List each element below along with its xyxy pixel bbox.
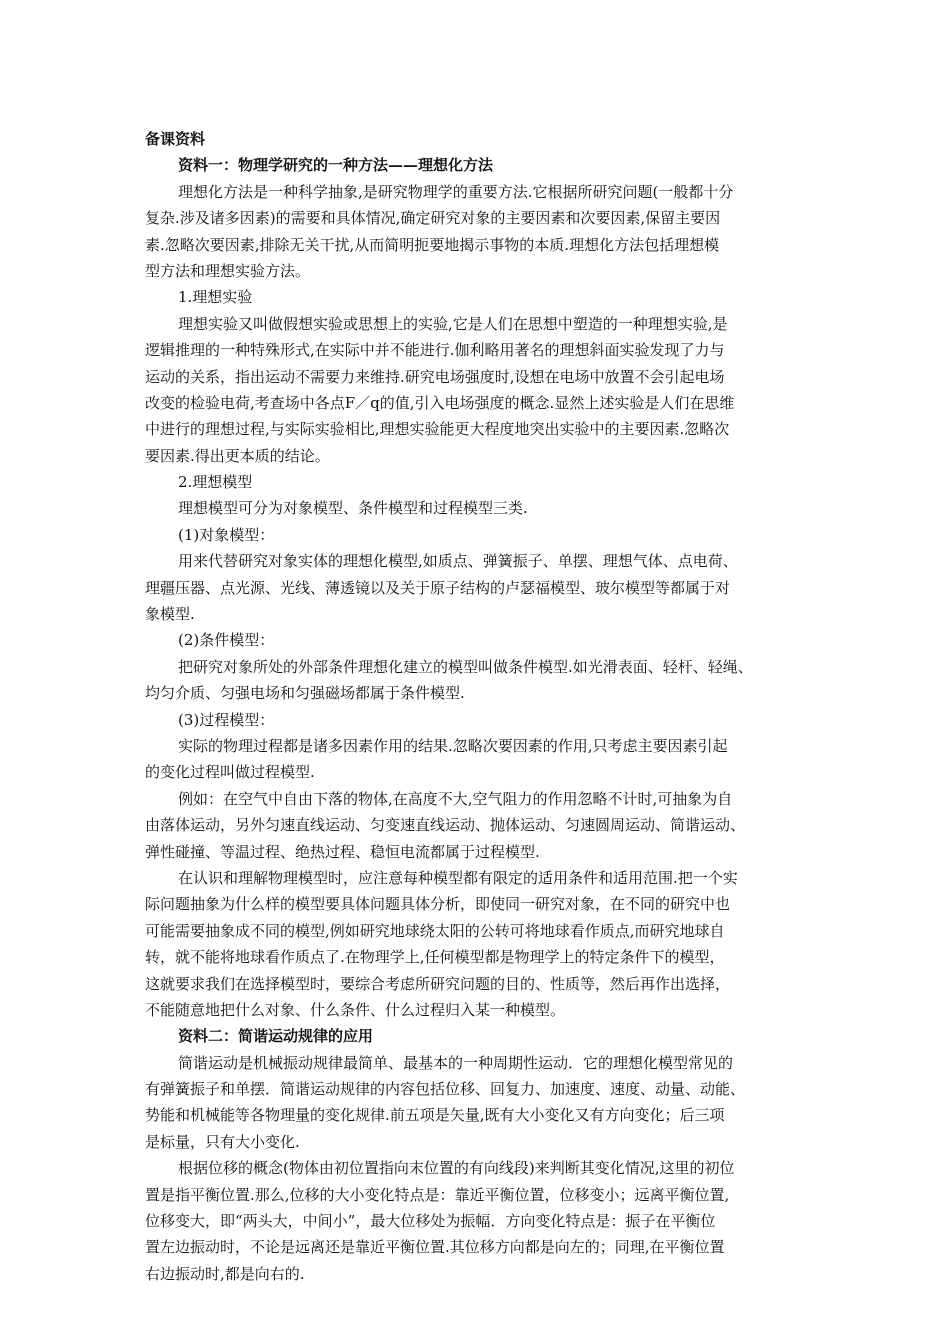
text-line: (1)对象模型：	[178, 525, 275, 544]
text-line: 例如：在空气中自由下落的物体,在高度不大,空气阻力的作用忽略不计时,可抽象为自	[178, 789, 733, 808]
text-line: 理疆压器、点光源、光线、薄透镜以及关于原子结构的卢瑟福模型、玻尔模型等都属于对	[145, 578, 731, 597]
text-line: (2)条件模型：	[178, 631, 275, 650]
text-line: 不能随意地把什么对象、什么条件、什么过程归入某一种模型。	[145, 1000, 566, 1019]
text-line: 右边振动时,都是向右的.	[145, 1264, 305, 1283]
text-line: 改变的检验电荷,考查场中各点F／q的值,引入电场强度的概念.显然上述实验是人们在思维	[145, 393, 735, 412]
section-heading: 资料一：物理学研究的一种方法——理想化方法	[178, 156, 494, 175]
text-line: 置是指平衡位置.那么,位移的大小变化特点是：靠近平衡位置，位移变小；远离平衡位置,	[145, 1185, 730, 1204]
text-line: 型方法和理想实验方法。	[145, 261, 311, 280]
text-line: 势能和机械能等各物理量的变化规律.前五项是矢量,既有大小变化又有方向变化；后三项	[145, 1106, 725, 1125]
text-line: 由落体运动，另外匀速直线运动、匀变速直线运动、抛体运动、匀速圆周运动、简谐运动、	[145, 816, 746, 835]
text-line: 复杂.涉及诸多因素)的需要和具体情况,确定研究对象的主要因素和次要因素,保留主要因	[145, 209, 721, 228]
text-line: 理想模型可分为对象模型、条件模型和过程模型三类.	[178, 499, 528, 518]
text-line: 转，就不能将地球看作质点了.在物理学上,任何模型都是物理学上的特定条件下的模型，	[145, 948, 725, 967]
text-line: 可能需要抽象成不同的模型,例如研究地球绕太阳的公转可将地球看作质点,而研究地球自	[145, 921, 725, 940]
text-line: 这就要求我们在选择模型时，要综合考虑所研究问题的目的、性质等，然后再作出选择，	[145, 974, 731, 993]
text-line: (3)过程模型：	[178, 710, 275, 729]
text-line: 把研究对象所处的外部条件理想化建立的模型叫做条件模型.如光滑表面、轻杆、轻绳、	[178, 657, 753, 676]
text-line: 运动的关系，指出运动不需要力来维持.研究电场强度时,设想在电场中放置不会引起电场	[145, 367, 725, 386]
document-body	[145, 126, 835, 1287]
text-line: 位移变大，即“两头大，中间小”，最大位移处为振幅．方向变化特点是：振子在平衡位	[145, 1212, 716, 1231]
text-line: 的变化过程叫做过程模型.	[145, 763, 315, 782]
text-line: 要因素.得出更本质的结论。	[145, 446, 330, 465]
text-line: 实际的物理过程都是诸多因素作用的结果.忽略次要因素的作用,只考虑主要因素引起	[178, 736, 728, 755]
text-line: 理想实验又叫做假想实验或思想上的实验,它是人们在思想中塑造的一种理想实验,是	[178, 314, 728, 333]
text-line: 理想化方法是一种科学抽象,是研究物理学的重要方法.它根据所研究问题(一般都十分	[178, 182, 734, 201]
text-line: 置左边振动时，不论是远离还是靠近平衡位置.其位移方向都是向左的；同理,在平衡位置	[145, 1238, 725, 1257]
text-line: 均匀介质、匀强电场和匀强磁场都属于条件模型.	[145, 684, 465, 703]
section-heading: 备课资料	[145, 130, 206, 148]
text-line: 根据位移的概念(物体由初位置指向末位置的有向线段)来判断其变化情况,这里的初位	[178, 1159, 735, 1178]
text-line: 用来代替研究对象实体的理想化模型,如质点、弹簧振子、单摆、理想气体、点电荷、	[178, 552, 738, 571]
text-line: 有弹簧振子和单摆．简谐运动规律的内容包括位移、回复力、加速度、速度、动量、动能、	[145, 1080, 746, 1099]
text-line: 是标量，只有大小变化.	[145, 1132, 300, 1151]
text-line: 简谐运动是机械振动规律最简单、最基本的一种周期性运动．它的理想化模型常见的	[178, 1053, 734, 1072]
text-line: 2.理想模型	[178, 473, 253, 492]
text-line: 1.理想实验	[178, 288, 253, 307]
text-line: 中进行的理想过程,与实际实验相比,理想实验能更大程度地突出实验中的主要因素.忽略次	[145, 420, 730, 439]
section-heading: 资料二：简谐运动规律的应用	[178, 1027, 374, 1046]
text-line: 际问题抽象为什么样的模型要具体问题具体分析，即使同一研究对象，在不同的研究中也	[145, 895, 731, 914]
text-line: 弹性碰撞、等温过程、绝热过程、稳恒电流都属于过程模型.	[145, 842, 540, 861]
text-line: 象模型.	[145, 605, 195, 624]
text-line: 在认识和理解物理模型时，应注意每种模型都有限定的适用条件和适用范围.把一个实	[178, 868, 738, 887]
text-line: 逻辑推理的一种特殊形式,在实际中并不能进行.伽利略用著名的理想斜面实验发现了力与	[145, 341, 725, 360]
text-line: 素.忽略次要因素,排除无关干扰,从而简明扼要地揭示事物的本质.理想化方法包括理想模	[145, 235, 720, 254]
